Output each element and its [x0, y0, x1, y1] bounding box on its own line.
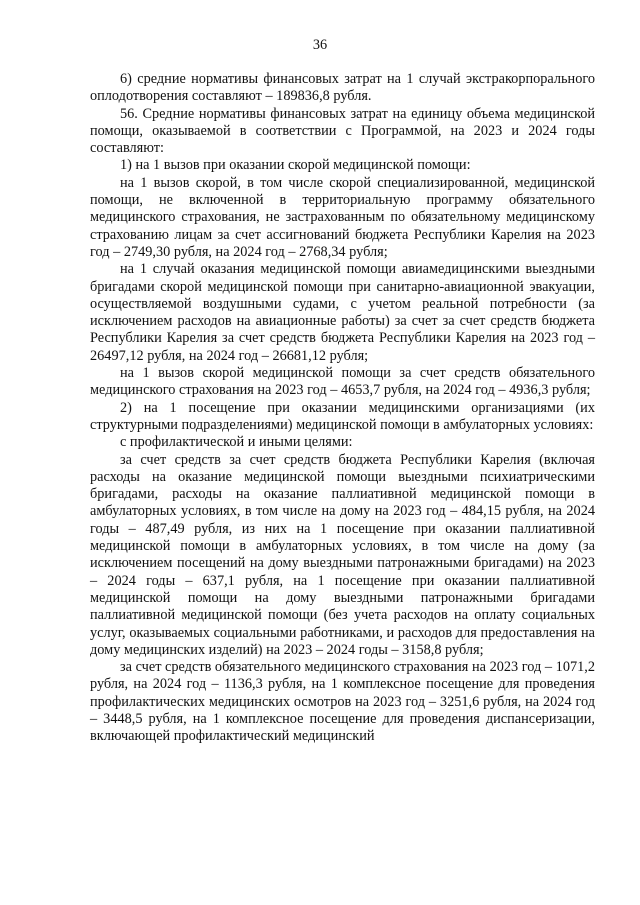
paragraph-p10: за счет средств обязательного медицинского страхования на 2023 год – 1071,2 рубля, на 2024 год – 1136,3 рубля, на 1 комплексное посещение для проведения профилактических медицинских осмотров на 2023 год – 3251,6 рубля, на 2024 год – 3448,5 рубля, на 1 комплексное посещение для проведения диспансеризации, включающей профилактический медицинский: [90, 659, 595, 745]
paragraph-p4: на 1 вызов скорой, в том числе скорой специализированной, медицинской помощи, не включенной в территориальную программу обязательного медицинского страхования, не застрахованным по обязательному медицинскому страхованию лицам за счет ассигнований бюджета Республики Карелия на 2023 год – 2749,30 рубля, на 2024 год – 2768,34 рубля;: [90, 174, 595, 260]
paragraph-p6: на 1 вызов скорой медицинской помощи за счет средств обязательного медицинского страхования на 2023 год – 4653,7 рубля, на 2024 год – 4936,3 рубля;: [90, 365, 595, 399]
document-body: [90, 71, 595, 746]
page-number: 36: [312, 37, 328, 53]
paragraph-p7: 2) на 1 посещение при оказании медицинскими организациями (их структурными подразделениями) медицинской помощи в амбулаторных условиях:: [90, 399, 595, 433]
paragraph-p1: 6) средние нормативы финансовых затрат на 1 случай экстракорпорального оплодотворения составляют – 189836,8 рубля.: [90, 71, 595, 105]
paragraph-p2: 56. Средние нормативы финансовых затрат на единицу объема медицинской помощи, оказываемой в соответствии с Программой, на 2023 и 2024 годы составляют:: [90, 105, 595, 157]
paragraph-p8: с профилактической и иными целями:: [120, 434, 353, 451]
paragraph-p3: 1) на 1 вызов при оказании скорой медицинской помощи:: [120, 157, 471, 174]
paragraph-p9: за счет средств за счет средств бюджета Республики Карелия (включая расходы на оказание медицинской помощи выездными психиатрическими бригадами, расходы на оказание паллиативной медицинской помощи в амбулаторных условиях, в том числе на дому на 2023 год – 484,15 рубля, на 2024 годы – 487,49 рубля, из них на 1 посещение при оказании паллиативной медицинской помощи в амбулаторных условиях, в том числе на дому (за исключением посещений на дому выездными патронажными бригадами) на 2023 – 2024 годы – 637,1 рубля, на 1 посещение при оказании паллиативной медицинской помощи на дому выездными патронажными бригадами паллиативной медицинской помощи (без учета расходов на оплату социальных услуг, оказываемых социальными работниками, и расходов для предоставления на дому медицинских изделий) на 2023 – 2024 годы – 3158,8 рубля;: [90, 451, 595, 658]
paragraph-p5: на 1 случай оказания медицинской помощи авиамедицинскими выездными бригадами скорой медицинской помощи при санитарно-авиационной эвакуации, осуществляемой воздушными судами, с учетом реальной потребности (за исключением расходов на авиационные работы) за счет за счет средств бюджета Республики Карелия за счет средств бюджета Республики Карелия на 2023 год – 26497,12 рубля, на 2024 год – 26681,12 рубля;: [90, 261, 595, 364]
